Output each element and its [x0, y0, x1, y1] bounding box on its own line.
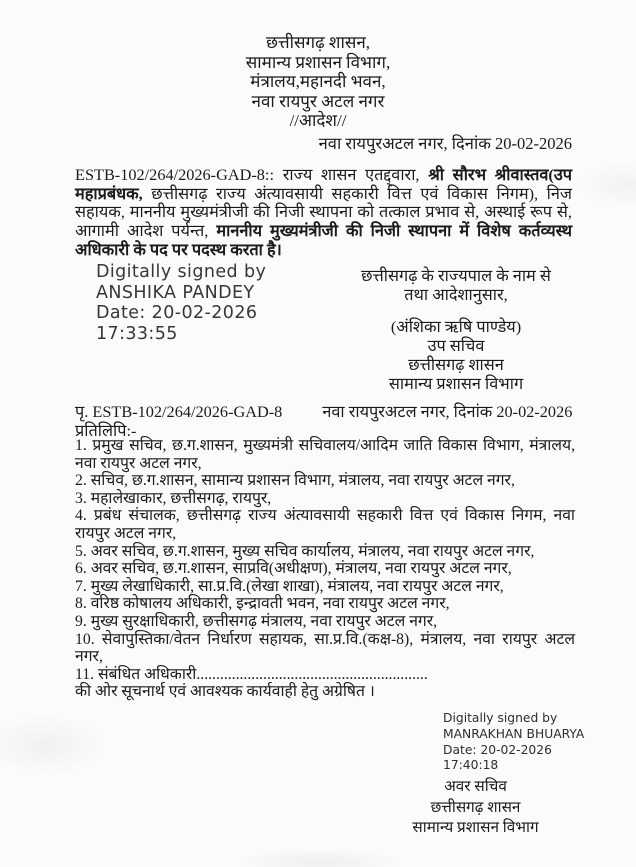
- copy-list-item: 11. संबंधित अधिकारी...........................................................: [75, 665, 428, 683]
- authority-in-name-of: छत्तीसगढ़ के राज्यपाल के नाम से: [361, 266, 551, 285]
- signature-date: Date: 20-02-2026: [443, 742, 552, 757]
- order-text-segment: छत्तीसगढ़ राज्य अंत्यावसायी सहकारी वित्त एवं विकास निगम), निज सहायक, माननीय मुख्यमंत्रीजी की निजी स्थापना को तत्काल प्रभाव से, अस्थाई रूप से, आगामी आदेश पर्यन्त,: [75, 183, 572, 241]
- copy-list-item: 2. सचिव, छ.ग.शासन, सामान्य प्रशासन विभाग, मंत्रालय, नवा रायपुर अटल नगर,: [75, 472, 515, 490]
- copy-distribution-list: [75, 437, 575, 701]
- header-govt-line: छत्तीसगढ़ शासन,: [265, 33, 371, 52]
- copy-list-item: 4. प्रबंध संचालक, छत्तीसगढ़ राज्य अंत्यावसायी सहकारी वित्त एवं विकास निगम, नवा रायपुर अटल नगर,: [75, 507, 575, 542]
- authority-name: (अंशिका ऋषि पाण्डेय): [390, 317, 522, 336]
- undersecretary-dept: सामान्य प्रशासन विभाग: [412, 819, 539, 836]
- digital-signature-anshika: [96, 262, 266, 344]
- undersecretary-block: [388, 777, 563, 839]
- header-dept-line: सामान्य प्रशासन विभाग,: [245, 52, 391, 72]
- place-date-line: नवा रायपुरअटल नगर, दिनांक 20-02-2026: [318, 134, 572, 153]
- header-order-title: //आदेश//: [289, 111, 347, 130]
- undersecretary-designation: अवर सचिव: [444, 778, 507, 795]
- authority-designation: उप सचिव: [427, 336, 485, 355]
- order-posting-clause-bold: माननीय मुख्यमंत्रीजी की निजी स्थापना में विशेष कर्तव्यस्थ अधिकारी के पद पर पदस्थ करता है।: [75, 221, 572, 259]
- signing-authority-block: [318, 266, 594, 393]
- order-officer-name-bold: श्री सौरभ श्रीवास्तव(उप महाप्रबंधक,: [75, 165, 573, 203]
- signature-label: Digitally signed by: [96, 262, 267, 282]
- document-header: [0, 33, 636, 131]
- copy-list-item: 3. महालेखाकार, छत्तीसगढ़, रायपुर,: [75, 489, 272, 507]
- signature-time: 17:33:55: [96, 323, 178, 344]
- undersecretary-govt: छत्तीसगढ़ शासन: [430, 798, 521, 816]
- copy-to-label: प्रतिलिपि:-: [75, 421, 137, 440]
- endorsement-ref-row: [75, 400, 572, 422]
- signatory-name: MANRAKHAN BHUARYA: [443, 726, 585, 741]
- copy-list-item: 5. अवर सचिव, छ.ग.शासन, मुख्य सचिव कार्यालय, मंत्रालय, नवा रायपुर अटल नगर,: [75, 542, 535, 560]
- header-building-line: मंत्रालय,महानदी भवन,: [250, 72, 386, 91]
- copy-list-item: 9. मुख्य सुरक्षाधिकारी, छत्तीसगढ़ मंत्रालय, नवा रायपुर अटल नगर,: [75, 612, 438, 630]
- copy-list-item: 10. सेवापुस्तिका/वेतन निर्धारण सहायक, सा.प्र.वि.(कक्ष-8), मंत्रालय, नवा रायपुर अटल नगर,: [75, 630, 575, 666]
- authority-govt: छत्तीसगढ़ शासन: [408, 355, 504, 374]
- endorsement-place-date: नवा रायपुरअटल नगर, दिनांक 20-02-2026: [322, 402, 573, 421]
- order-text-segment: राज्य शासन एतद्द्वारा,: [273, 165, 429, 184]
- authority-by-order: तथा आदेशानुसार,: [404, 285, 508, 304]
- authority-dept: सामान्य प्रशासन विभाग: [388, 374, 524, 393]
- copy-list-item: 1. प्रमुख सचिव, छ.ग.शासन, मुख्यमंत्री सचिवालय/आदिम जाति विकास विभाग, मंत्रालय, नवा रायपुर अटल नगर,: [75, 437, 575, 472]
- order-paragraph: [75, 166, 572, 260]
- endorsement-ref-number: पृ. ESTB-102/264/2026-GAD-8: [75, 402, 283, 421]
- signatory-name: ANSHIKA PANDEY: [96, 282, 255, 303]
- signature-label: Digitally signed by: [443, 711, 558, 725]
- copy-list-item: 6. अवर सचिव, छ.ग.शासन, साप्रवि(अधीक्षण), मंत्रालय, नवा रायपुर अटल नगर,: [75, 560, 512, 578]
- digital-signature-manrakhan: [443, 711, 584, 774]
- closing-forwarded-line: की ओर सूचनार्थ एवं आवश्यक कार्यवाही हेतु अग्रेषित ।: [75, 683, 375, 701]
- signature-time: 17:40:18: [443, 758, 499, 773]
- spacer: [318, 304, 594, 317]
- copy-list-item: 8. वरिष्ठ कोषालय अधिकारी, इन्द्रावती भवन, नवा रायपुर अटल नगर,: [75, 595, 450, 613]
- order-ref-number: ESTB-102/264/2026-GAD-8::: [75, 165, 274, 184]
- header-city-line: नवा रायपुर अटल नगर: [251, 91, 385, 111]
- copy-list-item: 7. मुख्य लेखाधिकारी, सा.प्र.वि.(लेखा शाखा), मंत्रालय, नवा रायपुर अटल नगर,: [75, 577, 504, 595]
- signature-date: Date: 20-02-2026: [96, 303, 258, 323]
